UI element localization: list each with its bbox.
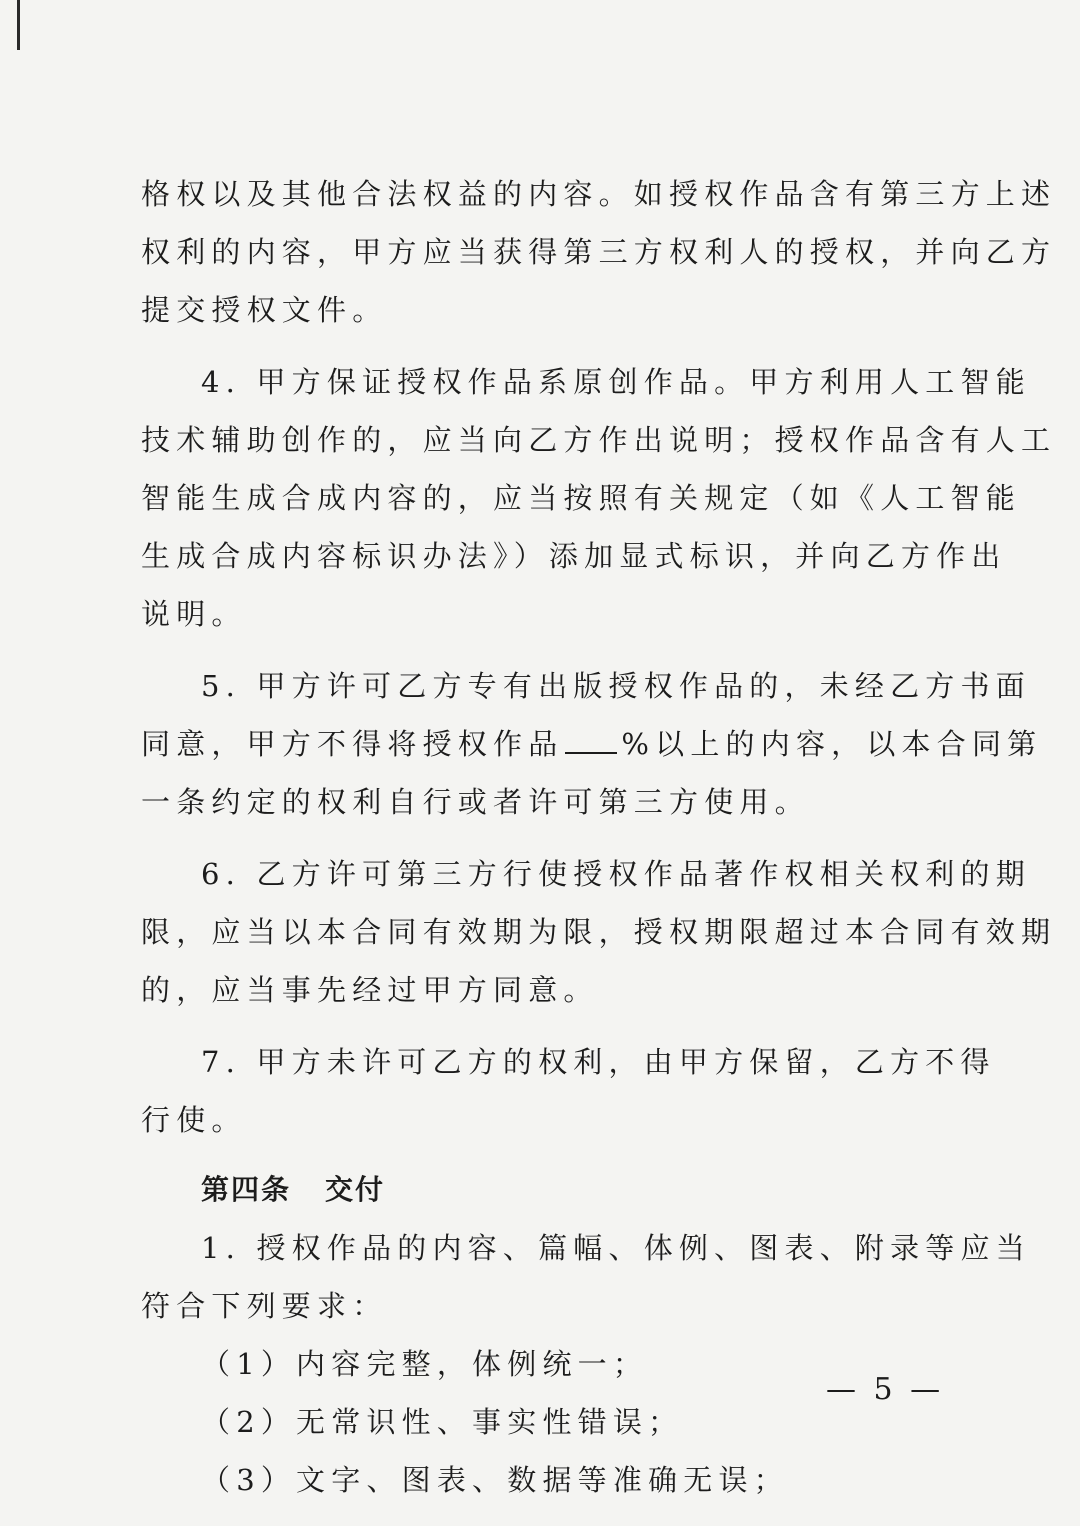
delivery-clause-line: 符合下列要求： — [141, 1289, 388, 1323]
clause-6-line: 6. 乙方许可第三方行使授权作品著作权相关权利的期 — [201, 857, 1031, 891]
clause-5-line-with-blank — [141, 715, 1043, 773]
section-heading — [141, 1161, 933, 1219]
clause-6-line: 的，应当事先经过甲方同意。 — [141, 973, 599, 1007]
heading-article-number: 第四条 — [201, 1173, 292, 1206]
text-line: 格权以及其他合法权益的内容。如授权作品含有第三方上述 — [141, 177, 1057, 211]
clause-5-line: 5. 甲方许可乙方专有出版授权作品的，未经乙方书面 — [201, 669, 1031, 703]
clause-5-line: 一条约定的权利自行或者许可第三方使用。 — [141, 785, 810, 819]
clause-5-text-before-blank: 同意，甲方不得将授权作品 — [141, 727, 564, 761]
requirement-item: （1）内容完整，体例统一； — [201, 1347, 649, 1381]
percentage-blank-field — [565, 726, 617, 754]
binding-mark — [17, 0, 20, 50]
requirement-item: （2）无常识性、事实性错误； — [201, 1405, 684, 1439]
contract-body — [141, 165, 1057, 1509]
clause-6-line: 限，应当以本合同有效期为限，授权期限超过本合同有效期 — [141, 915, 1057, 949]
clause-5-text-after-blank: %以上的内容，以本合同第 — [621, 727, 1043, 761]
clause-7-line: 7. 甲方未许可乙方的权利，由甲方保留，乙方不得 — [201, 1045, 996, 1079]
clause-4-line: 生成合成内容标识办法》）添加显式标识，并向乙方作出 — [141, 539, 1007, 573]
page-number: — 5 — — [826, 1372, 945, 1407]
text-line: 提交授权文件。 — [141, 293, 388, 327]
delivery-clause-line: 1. 授权作品的内容、篇幅、体例、图表、附录等应当 — [201, 1231, 1031, 1265]
clause-7-line: 行使。 — [141, 1103, 247, 1137]
clause-4-line: 智能生成合成内容的，应当按照有关规定（如《人工智能 — [141, 481, 1022, 515]
clause-4-line: 技术辅助创作的，应当向乙方作出说明；授权作品含有人工 — [141, 423, 1057, 457]
heading-title: 交付 — [325, 1173, 386, 1206]
clause-4-line: 4. 甲方保证授权作品系原创作品。甲方利用人工智能 — [201, 365, 1031, 399]
clause-4-line: 说明。 — [141, 597, 247, 631]
requirement-item: （3）文字、图表、数据等准确无误； — [201, 1463, 789, 1497]
text-line: 权利的内容，甲方应当获得第三方权利人的授权，并向乙方 — [141, 235, 1057, 269]
